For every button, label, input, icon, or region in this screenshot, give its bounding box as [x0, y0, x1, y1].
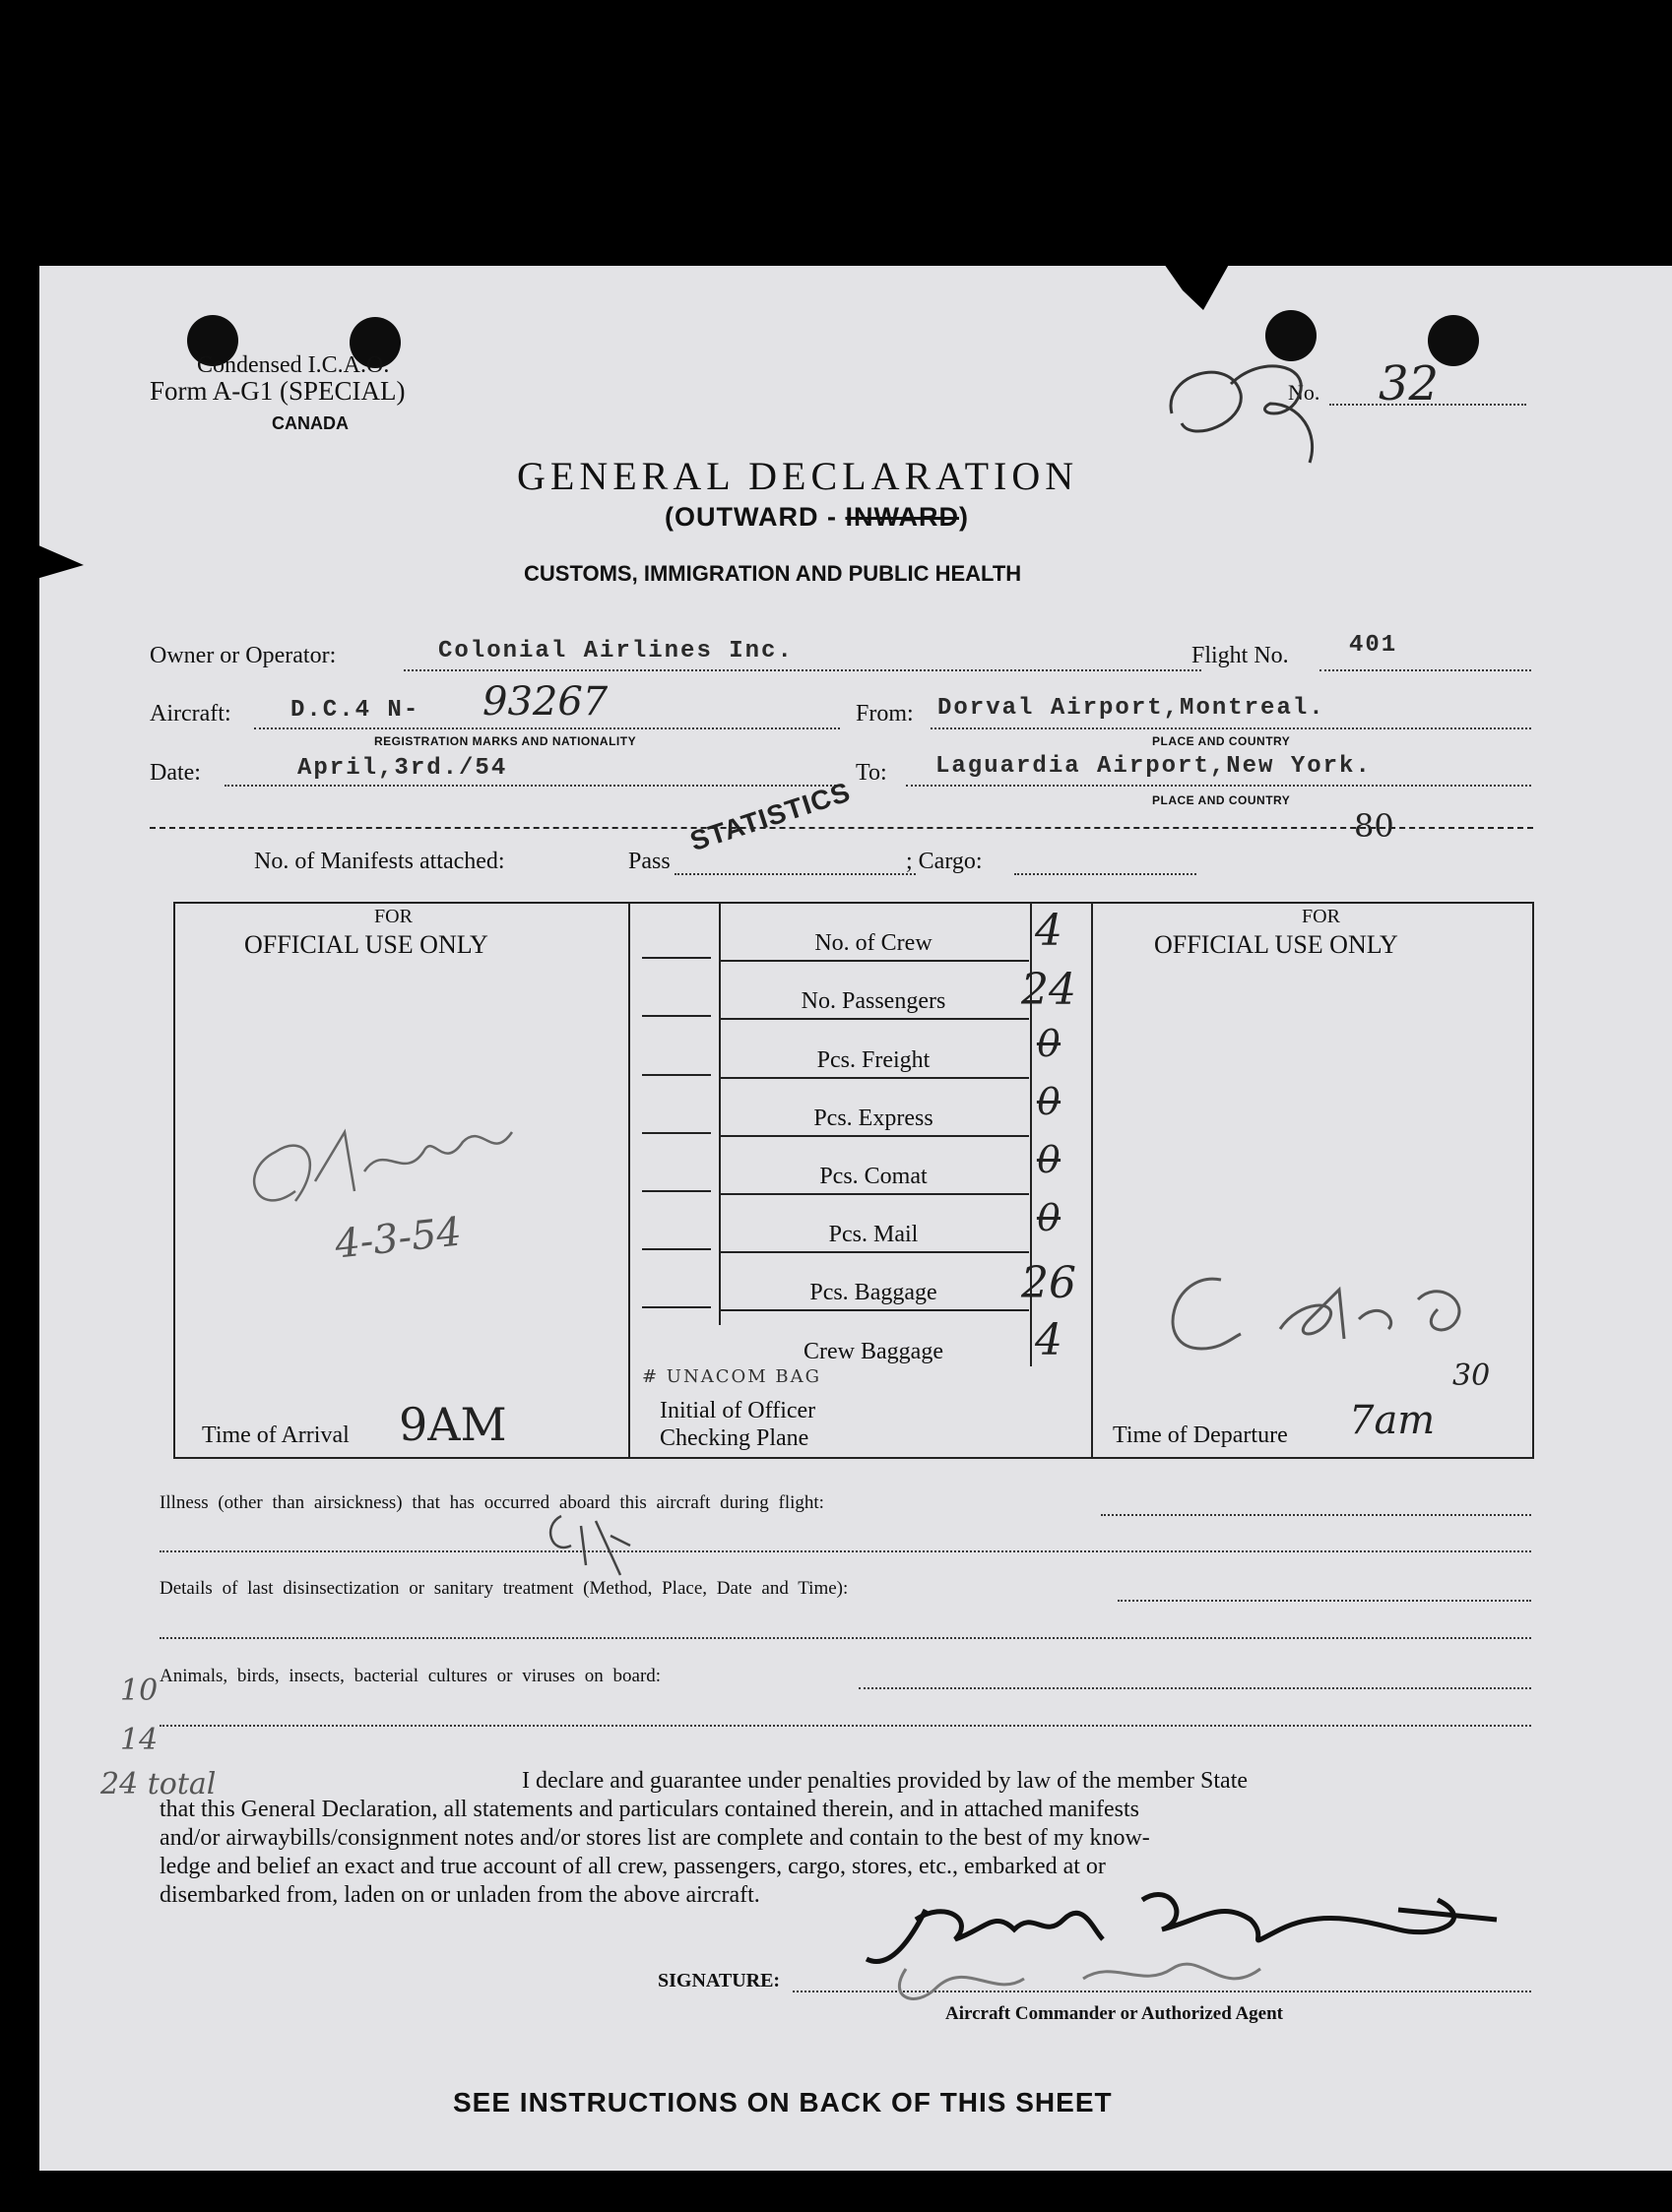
pass-label: Pass [628, 849, 671, 874]
declaration-line-5: disembarked from, laden on or unladen from the above aircraft. [160, 1882, 760, 1908]
to-label: To: [856, 760, 887, 786]
official-dash [642, 1132, 711, 1134]
table-row-label: Pcs. Baggage [809, 1280, 937, 1305]
departure-value: 7am [1349, 1398, 1436, 1443]
illness-scribble [532, 1506, 650, 1585]
signature-caption: Aircraft Commander or Authorized Agent [945, 2003, 1284, 2024]
animals-line [859, 1687, 1531, 1689]
disinsect-question: Details of last disinsectization or sanitary treatment (Method, Place, Date and Time): [160, 1578, 849, 1599]
direction-outward: (OUTWARD - [665, 502, 846, 532]
animals-question: Animals, birds, insects, bacterial cultures or viruses on board: [160, 1666, 662, 1686]
statistics-stamp: STATISTICS [686, 776, 855, 857]
registration-caption: REGISTRATION MARKS AND NATIONALITY [374, 734, 637, 748]
table-row-label: No. of Crew [814, 930, 932, 956]
form-number: Form A-G1 (SPECIAL) [150, 376, 406, 406]
subtitle: CUSTOMS, IMMIGRATION AND PUBLIC HEALTH [524, 561, 1022, 586]
from-line [931, 727, 1531, 729]
margin-note-1: 10 [120, 1674, 159, 1708]
table-row-label: Pcs. Express [813, 1106, 933, 1131]
declaration-line-1: I declare and guarantee under penalties provided by law of the member State [522, 1768, 1249, 1794]
manifests-label: No. of Manifests attached: [254, 849, 505, 874]
from-label: From: [856, 701, 914, 727]
owner-label: Owner or Operator: [150, 643, 337, 668]
to-caption: PLACE AND COUNTRY [1152, 793, 1291, 807]
left-for: FOR [374, 906, 413, 927]
aircraft-label: Aircraft: [150, 701, 231, 727]
table-row-value: 0 [1036, 1080, 1061, 1123]
table-row-label: No. Passengers [801, 988, 946, 1014]
table-divider [719, 902, 721, 1325]
direction-close: ) [958, 502, 969, 532]
direction-line [665, 502, 969, 533]
arrival-label: Time of Arrival [202, 1422, 350, 1448]
from-value: Dorval Airport,Montreal. [937, 695, 1325, 722]
table-row-value: 0 [1036, 1196, 1061, 1239]
margin-note-2: 14 [120, 1723, 159, 1757]
illness-line [1101, 1514, 1531, 1516]
form-condensed: Condensed I.C.A.O. [197, 352, 390, 378]
official-dash [642, 1015, 711, 1017]
no-value: 32 [1379, 356, 1440, 411]
flight-value: 401 [1349, 632, 1398, 659]
owner-line [404, 669, 1201, 671]
to-line [906, 785, 1531, 787]
handwritten-initial [1152, 345, 1349, 473]
separator-line [150, 827, 1533, 829]
form-country: CANADA [272, 413, 349, 433]
official-dash [642, 1306, 711, 1308]
row-line [719, 1309, 1029, 1311]
aircraft-line [254, 727, 840, 729]
table-row-label: Pcs. Comat [819, 1164, 928, 1189]
unacom-note: # UNACOM BAG [642, 1366, 822, 1387]
aircraft-value: D.C.4 N- [290, 697, 420, 724]
departure-label: Time of Departure [1113, 1422, 1288, 1448]
table-divider [1091, 902, 1093, 1459]
margin-note-3: 24 total [100, 1767, 217, 1801]
official-dash [642, 1248, 711, 1250]
left-official-scribble [236, 1112, 551, 1231]
cargo-line [1014, 873, 1196, 875]
right-official: OFFICIAL USE ONLY [1154, 930, 1398, 959]
page-title: GENERAL DECLARATION [517, 454, 1079, 498]
date-value: April,3rd./54 [297, 755, 508, 782]
to-value: Laguardia Airport,New York. [935, 753, 1372, 780]
declaration-line-4: ledge and belief an exact and true account of all crew, passengers, cargo, stores, etc., embarked at or [160, 1854, 1106, 1879]
handwritten-80: 80 [1354, 807, 1394, 845]
left-official: OFFICIAL USE ONLY [244, 930, 488, 959]
table-row-label: Pcs. Mail [828, 1222, 919, 1247]
value-column-line [1030, 904, 1032, 1366]
table-row-label: Pcs. Freight [816, 1047, 931, 1073]
illness-question: Illness (other than airsickness) that has occurred aboard this aircraft during flight: [160, 1492, 824, 1513]
row-line [719, 1018, 1029, 1020]
disinsect-line [1118, 1600, 1531, 1602]
row-line [719, 1135, 1029, 1137]
illness-line-2 [160, 1550, 1531, 1552]
table-row-value: 0 [1036, 1022, 1061, 1065]
table-row-value: 24 [1021, 965, 1076, 1015]
footer-instructions: SEE INSTRUCTIONS ON BACK OF THIS SHEET [453, 2087, 1113, 2117]
declaration-line-2: that this General Declaration, all statements and particulars contained therein, and in attached manifests [160, 1797, 1139, 1822]
table-row-value: 4 [1035, 906, 1062, 956]
initial-label-2: Checking Plane [660, 1425, 809, 1451]
table-row-value: 4 [1035, 1315, 1062, 1365]
table-row-value: 0 [1036, 1138, 1061, 1181]
signature-label: SIGNATURE: [658, 1970, 781, 1991]
flight-label: Flight No. [1191, 643, 1289, 668]
signature-image [847, 1861, 1536, 2018]
disinsect-line-2 [160, 1637, 1531, 1639]
aircraft-registration: 93267 [482, 679, 609, 725]
cargo-label: ; Cargo: [906, 849, 983, 874]
animals-line-2 [160, 1725, 1531, 1727]
declaration-line-3: and/or airwaybills/consignment notes and/or stores list are complete and contain to the best of my know- [160, 1825, 1150, 1851]
row-line [719, 1193, 1029, 1195]
date-line [225, 785, 840, 787]
official-dash [642, 957, 711, 959]
table-row-value: 26 [1021, 1258, 1076, 1308]
declaration-sheet [39, 266, 1672, 2171]
row-line [719, 1251, 1029, 1253]
right-for: FOR [1302, 906, 1340, 927]
row-line [719, 1077, 1029, 1079]
no-label: No. [1288, 380, 1320, 405]
table-divider [628, 902, 630, 1459]
table-row-label: Crew Baggage [804, 1339, 943, 1364]
from-caption: PLACE AND COUNTRY [1152, 734, 1291, 748]
arrival-value: 9AM [399, 1398, 507, 1451]
initial-label-1: Initial of Officer [660, 1398, 816, 1423]
owner-value: Colonial Airlines Inc. [438, 638, 794, 664]
left-official-signature: 4-3-54 [332, 1209, 464, 1268]
pass-line [675, 873, 916, 875]
official-dash [642, 1190, 711, 1192]
date-label: Date: [150, 760, 201, 786]
departure-extra: 30 [1452, 1359, 1491, 1393]
official-dash [642, 1074, 711, 1076]
direction-inward-struck: INWARD [845, 502, 959, 532]
flight-line [1319, 669, 1531, 671]
right-official-signature [1142, 1260, 1497, 1368]
row-line [719, 960, 1029, 962]
